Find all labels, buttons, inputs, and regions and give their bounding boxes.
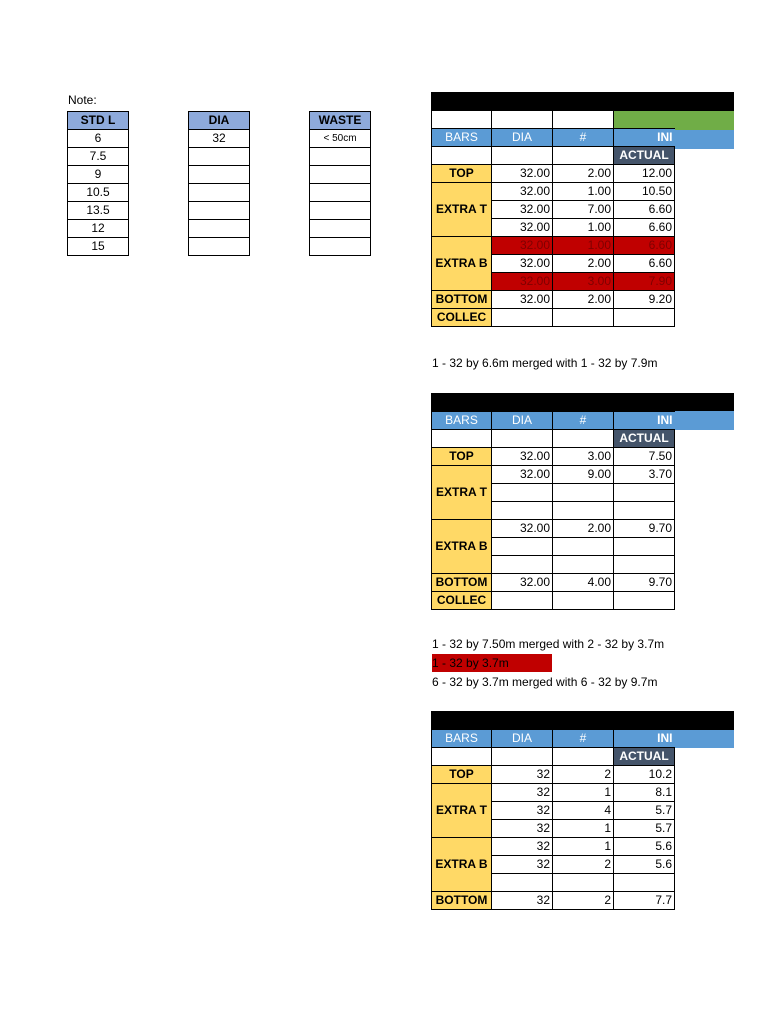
blank-cell[interactable] <box>614 874 675 892</box>
blank-cell[interactable] <box>553 592 614 610</box>
std-length-cell[interactable]: 6 <box>68 130 129 148</box>
blank-cell[interactable] <box>432 748 492 766</box>
waste-cell[interactable] <box>310 238 371 256</box>
count-cell[interactable]: 2.00 <box>553 520 614 538</box>
blank-cell[interactable] <box>614 484 675 502</box>
bottom-label[interactable]: BOTTOM <box>432 892 492 910</box>
length-cell[interactable]: 7.7 <box>614 892 675 910</box>
merge-note: 1 - 32 by 7.50m merged with 2 - 32 by 3.7m <box>432 637 665 651</box>
bars-header[interactable]: BARS <box>432 730 492 748</box>
init-header[interactable]: INI <box>614 730 675 748</box>
count-cell[interactable]: 2 <box>553 856 614 874</box>
top-label[interactable]: TOP <box>432 448 492 466</box>
length-cell-flagged[interactable]: 7.90 <box>614 273 675 291</box>
extra-t-label[interactable]: EXTRA T <box>432 466 492 520</box>
blank-cell[interactable] <box>553 748 614 766</box>
init-header[interactable]: INI <box>614 129 675 147</box>
std-length-cell[interactable]: 12 <box>68 220 129 238</box>
dia-header[interactable]: DIA <box>492 730 553 748</box>
count-cell[interactable]: 2.00 <box>553 255 614 273</box>
count-cell[interactable]: 1.00 <box>553 219 614 237</box>
count-header[interactable]: # <box>553 412 614 430</box>
length-cell[interactable]: 9.70 <box>614 520 675 538</box>
blank-cell[interactable] <box>614 502 675 520</box>
bar-schedule-table-1 <box>431 92 675 327</box>
blank-cell[interactable] <box>492 111 553 129</box>
dia-ref-header[interactable]: DIA <box>189 112 250 130</box>
waste-cell[interactable] <box>310 202 371 220</box>
dia-ref-cell[interactable] <box>189 202 250 220</box>
waste-cell[interactable] <box>310 166 371 184</box>
std-length-cell[interactable]: 7.5 <box>68 148 129 166</box>
header-band-extension <box>674 711 734 730</box>
length-cell[interactable]: 8.1 <box>614 784 675 802</box>
dia-header[interactable]: DIA <box>492 412 553 430</box>
blank-cell[interactable] <box>432 111 492 129</box>
blue-band-extension <box>674 411 734 430</box>
length-cell[interactable]: 10.50 <box>614 183 675 201</box>
dia-cell[interactable]: 32 <box>492 784 553 802</box>
dia-cell[interactable]: 32 <box>492 838 553 856</box>
blue-band-extension <box>674 730 734 748</box>
length-cell[interactable]: 7.50 <box>614 448 675 466</box>
blank-cell[interactable] <box>492 147 553 165</box>
top-label[interactable]: TOP <box>432 165 492 183</box>
dia-cell[interactable]: 32.00 <box>492 466 553 484</box>
blank-cell[interactable] <box>553 556 614 574</box>
dia-ref-cell[interactable] <box>189 166 250 184</box>
blank-cell[interactable] <box>492 430 553 448</box>
actual-header[interactable]: ACTUAL <box>614 748 675 766</box>
dia-ref-cell[interactable]: 32 <box>189 130 250 148</box>
blank-cell[interactable] <box>492 484 553 502</box>
blank-cell[interactable] <box>614 538 675 556</box>
count-cell[interactable]: 2.00 <box>553 165 614 183</box>
dia-cell-flagged[interactable]: 32.00 <box>492 237 553 255</box>
length-cell[interactable]: 9.20 <box>614 291 675 309</box>
blank-cell[interactable] <box>553 147 614 165</box>
length-cell[interactable]: 12.00 <box>614 165 675 183</box>
count-cell[interactable]: 3.00 <box>553 448 614 466</box>
std-length-cell[interactable]: 13.5 <box>68 202 129 220</box>
bars-header[interactable]: BARS <box>432 129 492 147</box>
dia-ref-cell[interactable] <box>189 238 250 256</box>
extra-t-label[interactable]: EXTRA T <box>432 784 492 838</box>
std-length-cell[interactable]: 9 <box>68 166 129 184</box>
blank-cell[interactable] <box>614 592 675 610</box>
count-header[interactable]: # <box>553 730 614 748</box>
dia-cell[interactable]: 32.00 <box>492 520 553 538</box>
extra-b-label[interactable]: EXTRA B <box>432 838 492 892</box>
bars-header[interactable]: BARS <box>432 412 492 430</box>
dia-cell[interactable]: 32.00 <box>492 255 553 273</box>
blank-cell[interactable] <box>492 592 553 610</box>
dia-cell[interactable]: 32 <box>492 856 553 874</box>
count-cell[interactable]: 1 <box>553 838 614 856</box>
blank-cell[interactable] <box>614 309 675 327</box>
extra-t-label[interactable]: EXTRA T <box>432 183 492 237</box>
green-cell[interactable] <box>614 111 675 129</box>
blank-cell[interactable] <box>432 147 492 165</box>
count-header[interactable]: # <box>553 129 614 147</box>
actual-header[interactable]: ACTUAL <box>614 430 675 448</box>
dia-cell[interactable]: 32.00 <box>492 448 553 466</box>
length-cell[interactable]: 5.7 <box>614 820 675 838</box>
blank-cell[interactable] <box>614 556 675 574</box>
dia-ref-cell[interactable] <box>189 220 250 238</box>
blank-cell[interactable] <box>553 484 614 502</box>
dia-cell[interactable]: 32 <box>492 802 553 820</box>
length-cell[interactable]: 5.6 <box>614 838 675 856</box>
count-cell[interactable]: 2.00 <box>553 291 614 309</box>
dia-cell-flagged[interactable]: 32.00 <box>492 273 553 291</box>
std-length-cell[interactable]: 15 <box>68 238 129 256</box>
actual-header[interactable]: ACTUAL <box>614 147 675 165</box>
length-cell[interactable]: 10.2 <box>614 766 675 784</box>
merge-note: 6 - 32 by 3.7m merged with 6 - 32 by 9.7m <box>432 675 658 689</box>
count-cell-flagged[interactable]: 1.00 <box>553 237 614 255</box>
dia-cell[interactable]: 32.00 <box>492 574 553 592</box>
blank-cell[interactable] <box>492 874 553 892</box>
extra-b-label[interactable]: EXTRA B <box>432 237 492 291</box>
header-band-extension <box>674 92 734 111</box>
dia-cell[interactable]: 32.00 <box>492 165 553 183</box>
blank-cell[interactable] <box>492 538 553 556</box>
collec-label[interactable]: COLLEC <box>432 309 492 327</box>
blank-cell[interactable] <box>492 502 553 520</box>
count-cell-flagged[interactable]: 3.00 <box>553 273 614 291</box>
blank-cell[interactable] <box>553 538 614 556</box>
bar-schedule-table-3 <box>431 711 675 910</box>
waste-cell[interactable] <box>310 184 371 202</box>
init-header[interactable]: INI <box>614 412 675 430</box>
blank-cell[interactable] <box>492 748 553 766</box>
count-cell[interactable]: 2 <box>553 766 614 784</box>
merge-note: 1 - 32 by 6.6m merged with 1 - 32 by 7.9m <box>432 356 658 370</box>
blank-cell[interactable] <box>553 309 614 327</box>
count-cell[interactable]: 4.00 <box>553 574 614 592</box>
length-cell[interactable]: 6.60 <box>614 201 675 219</box>
length-cell[interactable]: 9.70 <box>614 574 675 592</box>
length-cell[interactable]: 5.7 <box>614 802 675 820</box>
dia-cell[interactable]: 32.00 <box>492 291 553 309</box>
extra-b-label[interactable]: EXTRA B <box>432 520 492 574</box>
collec-label[interactable]: COLLEC <box>432 592 492 610</box>
blank-cell[interactable] <box>492 309 553 327</box>
length-cell[interactable]: 3.70 <box>614 466 675 484</box>
dia-cell[interactable]: 32.00 <box>492 219 553 237</box>
dia-cell[interactable]: 32 <box>492 892 553 910</box>
length-cell[interactable]: 5.6 <box>614 856 675 874</box>
dia-ref-table <box>188 111 250 256</box>
count-cell[interactable]: 4 <box>553 802 614 820</box>
blue-band-extension <box>674 130 734 149</box>
top-label[interactable]: TOP <box>432 766 492 784</box>
dia-cell[interactable]: 32 <box>492 766 553 784</box>
bottom-label[interactable]: BOTTOM <box>432 574 492 592</box>
blank-cell[interactable] <box>553 111 614 129</box>
dia-ref-cell[interactable] <box>189 184 250 202</box>
black-header-band <box>432 93 675 111</box>
dia-cell[interactable]: 32.00 <box>492 183 553 201</box>
waste-header[interactable]: WASTE <box>310 112 371 130</box>
waste-cell[interactable] <box>310 220 371 238</box>
std-length-table <box>67 111 129 256</box>
green-band-extension <box>674 111 734 130</box>
length-cell[interactable]: 6.60 <box>614 255 675 273</box>
count-cell[interactable]: 7.00 <box>553 201 614 219</box>
dia-cell[interactable]: 32 <box>492 820 553 838</box>
count-cell[interactable]: 1 <box>553 820 614 838</box>
blank-cell[interactable] <box>553 502 614 520</box>
waste-cell[interactable] <box>310 148 371 166</box>
dia-ref-cell[interactable] <box>189 148 250 166</box>
bar-schedule-table-2 <box>431 393 675 610</box>
count-cell[interactable]: 2 <box>553 892 614 910</box>
waste-table <box>309 111 371 256</box>
count-cell[interactable]: 9.00 <box>553 466 614 484</box>
header-band-extension <box>674 393 734 411</box>
count-cell[interactable]: 1.00 <box>553 183 614 201</box>
note-label: Note: <box>68 93 97 107</box>
length-cell-flagged[interactable]: 6.60 <box>614 237 675 255</box>
blank-cell[interactable] <box>492 556 553 574</box>
length-cell[interactable]: 6.60 <box>614 219 675 237</box>
dia-header[interactable]: DIA <box>492 129 553 147</box>
blank-cell[interactable] <box>553 430 614 448</box>
black-header-band <box>432 394 675 412</box>
black-header-band <box>432 712 675 730</box>
std-length-cell[interactable]: 10.5 <box>68 184 129 202</box>
merge-note-flagged: 1 - 32 by 3.7m <box>432 654 552 672</box>
std-length-header[interactable]: STD L <box>68 112 129 130</box>
dia-cell[interactable]: 32.00 <box>492 201 553 219</box>
blank-cell[interactable] <box>553 874 614 892</box>
count-cell[interactable]: 1 <box>553 784 614 802</box>
blank-cell[interactable] <box>432 430 492 448</box>
waste-cell[interactable]: < 50cm <box>310 130 371 148</box>
bottom-label[interactable]: BOTTOM <box>432 291 492 309</box>
